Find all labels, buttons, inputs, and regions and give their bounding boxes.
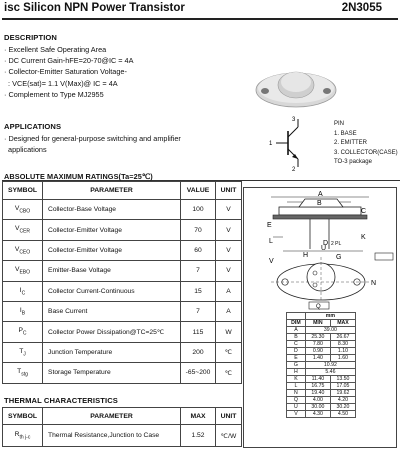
cell-value: 115 (181, 322, 216, 342)
dim-header-min: MIN (305, 320, 330, 327)
cell-value: 1.52 (181, 425, 216, 447)
dim-cell-value: 5.46 (305, 369, 355, 376)
cell-unit: ℃/W (216, 425, 242, 447)
header-parameter: PARAMETER (43, 182, 181, 200)
pin-label-collector: 3 (292, 117, 296, 123)
dim-cell-label: A (287, 327, 306, 334)
thermal-table (2, 407, 242, 447)
dim-cell-max: 1.60 (330, 355, 355, 362)
thermal-title: THERMAL CHARACTERISTICS (4, 396, 118, 405)
table-row (3, 200, 242, 220)
table-header-row (3, 408, 242, 425)
dim-cell-max: 8.30 (330, 341, 355, 348)
dim-cell-label: N (287, 390, 306, 397)
transistor-photo (254, 66, 338, 112)
dim-cell-min: 4.30 (305, 411, 330, 418)
dim-cell-label: G (287, 362, 306, 369)
pin-item-base: 1. BASE (334, 130, 357, 137)
cell-parameter: Base Current (43, 301, 181, 321)
table-row (287, 376, 356, 383)
cell-symbol: $V_{CEO}$ (3, 240, 43, 260)
dim-label-d: D (323, 240, 329, 247)
dim-cell-min: 1.40 (305, 355, 330, 362)
dim-cell-max: 4.20 (330, 397, 355, 404)
table-row (287, 411, 356, 418)
table-header-row (3, 182, 242, 200)
cell-parameter: Collector-Emitter Voltage (43, 220, 181, 240)
description-item-area: · Excellent Safe Operating Area (4, 45, 107, 54)
header-unit: UNIT (216, 408, 242, 425)
cell-value: 100 (181, 200, 216, 220)
table-row (287, 355, 356, 362)
pin-label-base: 1 (269, 141, 273, 147)
cell-parameter: Collector Current-Continuous (43, 281, 181, 301)
cell-unit: A (216, 281, 242, 301)
cell-value: 7 (181, 261, 216, 281)
dim-label-h: H (303, 252, 309, 259)
table-row (287, 341, 356, 348)
dim-label-n: N (371, 280, 377, 287)
dim-cell-label: Q (287, 397, 306, 404)
dim-cell-max: 30.20 (330, 404, 355, 411)
table-row (287, 327, 356, 334)
cell-symbol: $P_C$ (3, 322, 43, 342)
dim-cell-min: 16.75 (305, 383, 330, 390)
dim-cell-max: 4.50 (330, 411, 355, 418)
cell-parameter: Collector-Emitter Voltage (43, 240, 181, 260)
table-row (3, 281, 242, 301)
dim-unit-label: mm (305, 313, 355, 320)
cell-value: 7 (181, 301, 216, 321)
dim-unit-row (287, 313, 356, 320)
dim-label-k: K (361, 234, 366, 241)
dim-cell-value: 10.92 (305, 362, 355, 369)
table-row (287, 383, 356, 390)
dim-cell-label: E (287, 355, 306, 362)
cell-parameter: Emitter-Base Voltage (43, 261, 181, 281)
dim-label-u: U (321, 245, 327, 252)
cell-unit: ℃ (216, 342, 242, 362)
dim-label-a: A (318, 191, 323, 198)
dimensions-table (286, 312, 356, 418)
header-divider (2, 18, 398, 20)
cell-symbol: $I_C$ (3, 281, 43, 301)
table-row (287, 334, 356, 341)
dim-label-l: L (269, 238, 273, 245)
dim-cell-label: K (287, 376, 306, 383)
dim-label-d-pl: 2 PL (331, 241, 342, 247)
table-row (3, 322, 242, 342)
cell-parameter: Collector-Base Voltage (43, 200, 181, 220)
cell-unit: V (216, 200, 242, 220)
header-max: MAX (181, 408, 216, 425)
transistor-schematic-icon (264, 113, 324, 173)
header-unit: UNIT (216, 182, 242, 200)
dim-cell-max: 13.50 (330, 376, 355, 383)
table-row (3, 240, 242, 260)
table-row (287, 369, 356, 376)
header-parameter: PARAMETER (43, 408, 181, 425)
applications-item-cont: applications (4, 145, 47, 154)
dim-cell-min: 11.40 (305, 376, 330, 383)
description-title: DESCRIPTION (4, 33, 57, 42)
cell-symbol: $V_{CER}$ (3, 220, 43, 240)
dim-cell-label: C (287, 341, 306, 348)
cell-parameter: Thermal Resistance,Junction to Case (43, 425, 181, 447)
max-ratings-title: ABSOLUTE MAXIMUM RATINGS(Ta=25℃) (4, 172, 153, 181)
brand-title: isc Silicon NPN Power Transistor (4, 2, 185, 14)
dim-label-e: E (267, 222, 272, 229)
cell-symbol: $V_{CBO}$ (3, 200, 43, 220)
dim-label-q: Q (316, 304, 321, 310)
dim-cell-label: V (287, 411, 306, 418)
dim-cell-min: 7.80 (305, 341, 330, 348)
table-row (3, 363, 242, 383)
dim-cell-min: 30.00 (305, 404, 330, 411)
dim-header-row (287, 320, 356, 327)
dim-cell-max: 26.67 (330, 334, 355, 341)
cell-symbol: $T_{stg}$ (3, 363, 43, 383)
cell-unit: W (216, 322, 242, 342)
table-row (3, 220, 242, 240)
dim-cell-value: 39.00 (305, 327, 355, 334)
cell-symbol: $T_J$ (3, 342, 43, 362)
table-row (287, 348, 356, 355)
cell-unit: V (216, 240, 242, 260)
table-row (287, 362, 356, 369)
header-symbol: SYMBOL (3, 182, 43, 200)
max-ratings-table (2, 181, 242, 384)
pin-list (334, 120, 398, 168)
header-symbol: SYMBOL (3, 408, 43, 425)
cell-parameter: Collector Power Dissipation@TC=25℃ (43, 322, 181, 342)
dim-cell-label: H (287, 369, 306, 376)
pin-item-emitter: 2. EMITTER (334, 140, 368, 147)
package-outline-drawing (243, 187, 397, 312)
dim-header-blank (287, 313, 306, 320)
dim-cell-label: B (287, 334, 306, 341)
part-number: 2N3055 (341, 2, 382, 14)
cell-value: 70 (181, 220, 216, 240)
applications-item: · Designed for general-purpose switching and amplifier (4, 134, 181, 143)
dim-label-g: G (336, 254, 342, 261)
package-label: TO-3 package (334, 159, 372, 166)
dim-cell-min: 25.30 (305, 334, 330, 341)
description-item-vsat: · Collector-Emitter Saturation Voltage- (4, 67, 127, 77)
pin-label-emitter: 2 (292, 167, 296, 173)
applications-list (4, 133, 254, 155)
dim-cell-max: 17.05 (330, 383, 355, 390)
cell-unit: ℃ (216, 363, 242, 383)
table-row (287, 390, 356, 397)
table-row (287, 397, 356, 404)
dim-label-c: C (361, 208, 367, 215)
cell-unit: V (216, 261, 242, 281)
table-row (3, 301, 242, 321)
description-item-gain: · DC Current Gain-hFE=20-70@IC = 4A (4, 56, 134, 66)
dim-label-b: B (317, 200, 322, 207)
header-value: VALUE (181, 182, 216, 200)
cell-parameter: Storage Temperature (43, 363, 181, 383)
pin-item-collector: 3. COLLECTOR(CASE) (334, 149, 398, 156)
dim-label-v: V (269, 258, 274, 265)
cell-value: 15 (181, 281, 216, 301)
applications-title: APPLICATIONS (4, 122, 62, 131)
cell-value: -65~200 (181, 363, 216, 383)
dim-cell-min: 0.90 (305, 348, 330, 355)
description-item-complement: · Complement to Type MJ2955 (4, 89, 104, 99)
dim-cell-label: L (287, 383, 306, 390)
dim-cell-max: 19.62 (330, 390, 355, 397)
dim-header-max: MAX (330, 320, 355, 327)
cell-symbol: $V_{EBO}$ (3, 261, 43, 281)
cell-value: 200 (181, 342, 216, 362)
table-row (3, 261, 242, 281)
table-row (3, 342, 242, 362)
description-item-vsat-value: : VCE(sat)= 1.1 V(Max)@ IC = 4A (4, 78, 118, 88)
dim-header-dim: DIM (287, 320, 306, 327)
page-header (0, 0, 400, 20)
table-row (287, 404, 356, 411)
dim-cell-max: 1.10 (330, 348, 355, 355)
cell-unit: V (216, 220, 242, 240)
description-list (4, 44, 244, 100)
dim-cell-label: D (287, 348, 306, 355)
cell-unit: A (216, 301, 242, 321)
cell-symbol: $R_{th j-c}$ (3, 425, 43, 447)
cell-symbol: $I_B$ (3, 301, 43, 321)
dim-cell-label: U (287, 404, 306, 411)
dim-cell-min: 4.00 (305, 397, 330, 404)
cell-value: 60 (181, 240, 216, 260)
dim-cell-min: 19.40 (305, 390, 330, 397)
table-row (3, 425, 242, 447)
cell-parameter: Junction Temperature (43, 342, 181, 362)
pin-heading: PIN (334, 121, 345, 127)
